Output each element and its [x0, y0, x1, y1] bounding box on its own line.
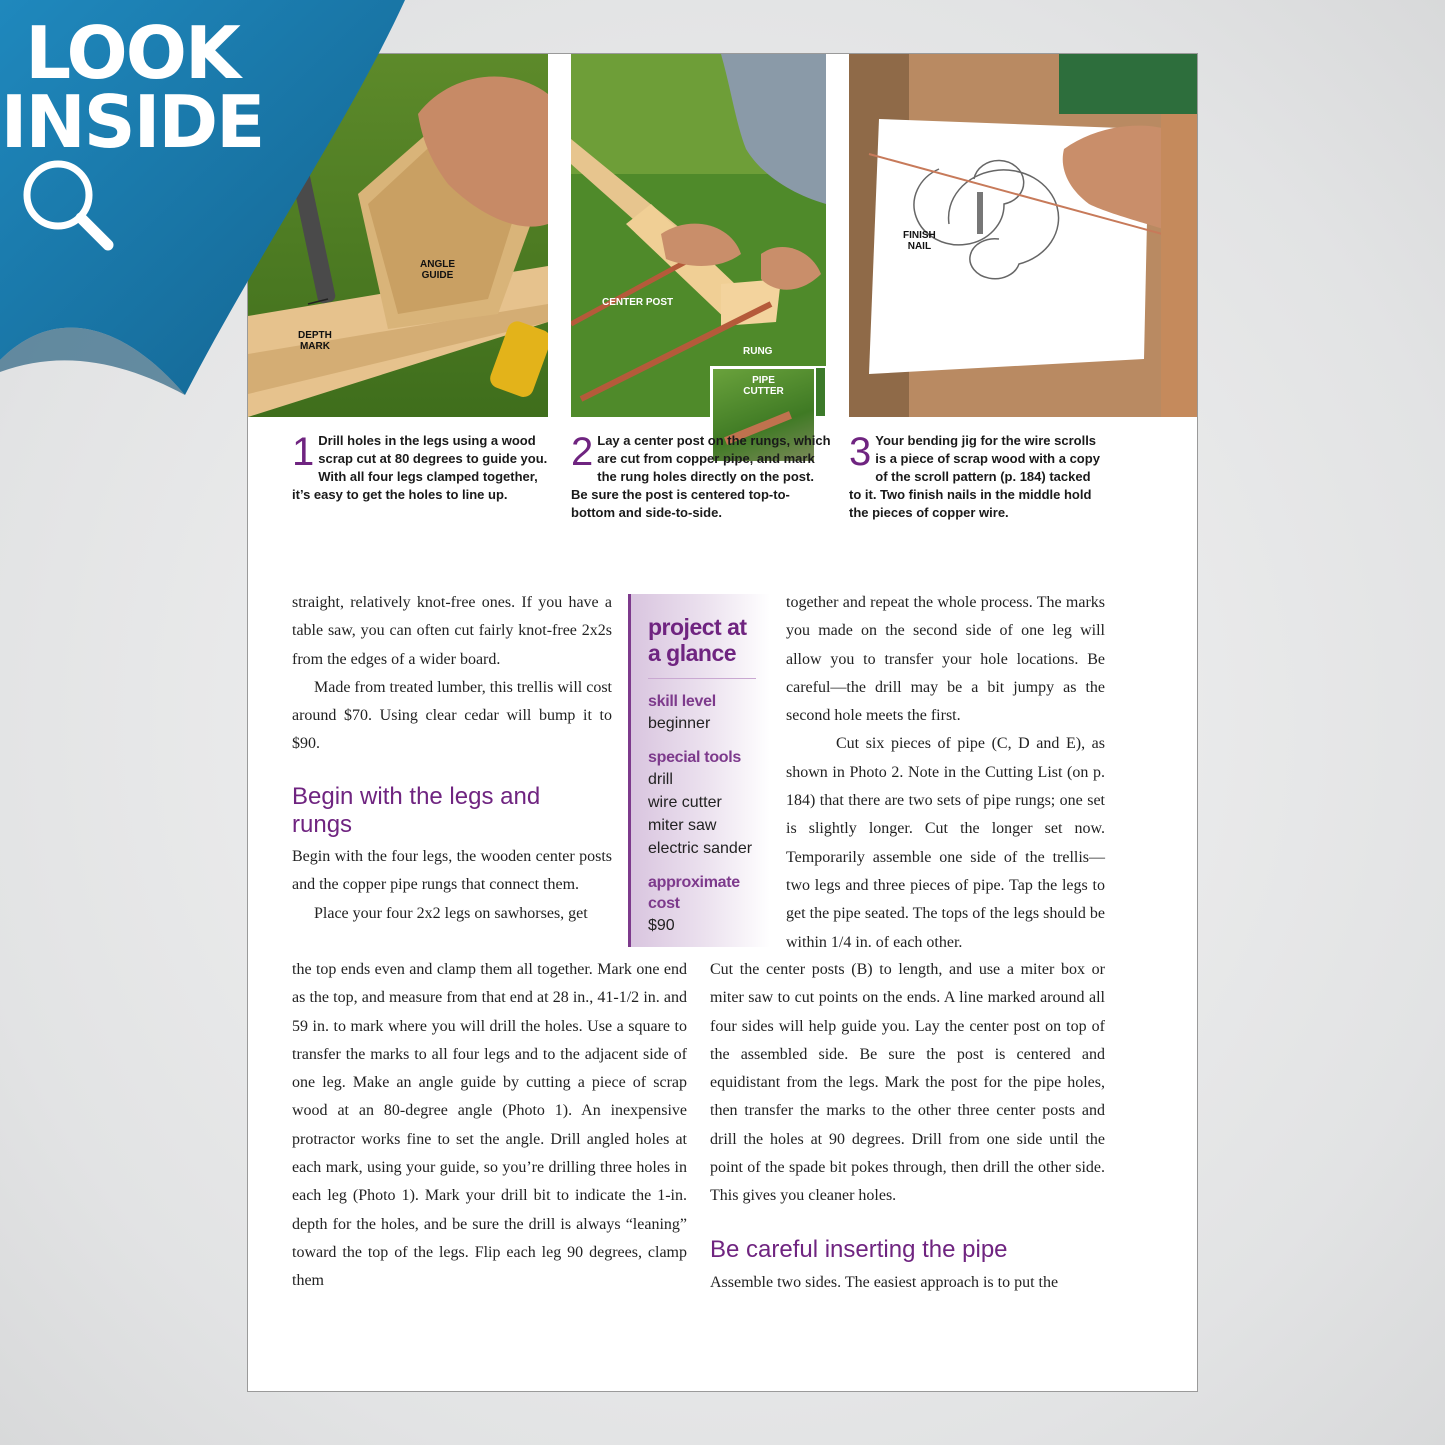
badge-line-1: LOOK	[25, 11, 239, 95]
col2-paragraph-2b: Cut the center posts (B) to length, and use a miter box or miter saw to cut points on the ends. A line marked around all four sides will help guide you. Lay the center post on top of the assembled side. Be sure the post is centered and equidistant from the legs. Mark the post for the pipe holes, then transfer the marks to the other three center posts and drill the holes at 90 degrees. Drill from one side until the point of the spade bit pokes through, then drill the other side. This gives you cleaner holes.	[710, 961, 1105, 1205]
caption-1-text: Drill holes in the legs using a wood scrap cut at 80 degrees to guide you. With all four legs clamped together, it’s easy to get the holes to line up.	[292, 433, 548, 502]
tool-item: drill	[648, 771, 673, 788]
photo-3	[849, 54, 1198, 417]
callout-angle-guide: ANGLE GUIDE	[420, 259, 455, 281]
tool-item: miter saw	[648, 817, 717, 834]
col2-paragraph-3: Assemble two sides. The easiest approach is to put the	[710, 1274, 1059, 1291]
column-2-bottom	[710, 1269, 1105, 1297]
caption-3-number: 3	[849, 430, 872, 474]
col1-paragraph-4b: the top ends even and clamp them all together. Mark one end as the top, and measure from that end at 28 in., 41-1/2 in. and 59 in. to mark where you will drill the holes. Use a square to transfer the marks to all four legs and to the adjacent side of one leg. Make an angle guide by cutting a piece of scrap wood at an 80-degree angle (Photo 1). An inexpensive protractor works fine to set the angle. Drill angled holes at each mark, using your guide, so you’re drilling three holes in each leg (Photo 1). Mark your drill bit to indicate the 1-in. depth for the holes, and be sure the drill is always “leaning” toward the top of the legs. Flip each leg 90 degrees, clamp them	[292, 961, 687, 1290]
skill-level-value: beginner	[648, 715, 711, 732]
col1-paragraph-3: Begin with the four legs, the wooden center posts and the copper pipe rungs that connect them.	[292, 848, 612, 894]
tool-item: electric sander	[648, 840, 753, 857]
col1-paragraph-2: Made from treated lumber, this trellis will cost around $70. Using clear cedar will bump it to $90.	[292, 678, 612, 753]
column-1-section	[292, 843, 612, 928]
badge-line-2: INSIDE	[0, 80, 264, 164]
approximate-cost-value: $90	[648, 917, 675, 934]
caption-2-number: 2	[571, 430, 594, 474]
column-2-top	[786, 589, 1105, 957]
heading-legs-rungs: Begin with the legs and rungs	[292, 783, 541, 838]
caption-2-text: Lay a center post on the rungs, which are cut from copper pipe, and mark the rung holes directly on the post. Be sure the post is centered top-to-bottom and side-to-side.	[571, 433, 831, 520]
sidebar-title: project at a glance	[648, 614, 747, 666]
column-2-continued	[710, 956, 1105, 1211]
callout-rung: RUNG	[743, 346, 773, 357]
tool-item: wire cutter	[648, 794, 722, 811]
column-1-continued	[292, 956, 687, 1296]
callout-pipe-cutter: PIPE CUTTER	[743, 375, 784, 397]
sidebar-divider	[648, 678, 756, 679]
heading-careful-inserting-pipe: Be careful inserting the pipe	[710, 1236, 1008, 1263]
col1-paragraph-1: straight, relatively knot-free ones. If you have a table saw, you can often cut fairly knot-free 2x2s from the edges of a wider board.	[292, 594, 612, 668]
caption-3	[849, 432, 1104, 522]
callout-center-post: CENTER POST	[602, 297, 674, 308]
callout-finish-nail: FINISH NAIL	[903, 230, 936, 252]
caption-2	[571, 432, 833, 522]
approximate-cost-label: approximate cost	[648, 874, 740, 912]
col2-paragraph-1: together and repeat the whole process. The marks you made on the second side of one leg will allow you to transfer your hole locations. Be careful—the drill may be a bit jumpy as the second hole meets the first.	[786, 594, 1105, 725]
photo-2	[571, 54, 826, 417]
caption-1-number: 1	[292, 430, 315, 474]
callout-depth-mark: DEPTH MARK	[298, 330, 332, 352]
project-at-a-glance-box	[628, 594, 770, 947]
caption-3-text: Your bending jig for the wire scrolls is a piece of scrap wood with a copy of the scroll pattern (p. 184) tacked to it. Two finish nails in the middle hold the pieces of copper wire.	[849, 433, 1100, 520]
look-inside-badge[interactable]	[0, 0, 420, 420]
special-tools-label: special tools	[648, 749, 742, 766]
caption-1	[292, 432, 550, 504]
col2-paragraph-2a: Cut six pieces of pipe (C, D and E), as shown in Photo 2. Note in the Cutting List (on p. 184) that there are two sets of pipe rungs; one set is slightly longer. Cut the longer set now. Temporarily assemble one side of the trellis—two legs and three pieces of pipe. Tap the legs to get the pipe seated. The tops of the legs should be within 1/4 in. of each other.	[786, 735, 1105, 951]
column-1-intro	[292, 589, 612, 759]
skill-level-label: skill level	[648, 693, 716, 710]
col1-paragraph-4a: Place your four 2x2 legs on sawhorses, get	[314, 904, 588, 922]
